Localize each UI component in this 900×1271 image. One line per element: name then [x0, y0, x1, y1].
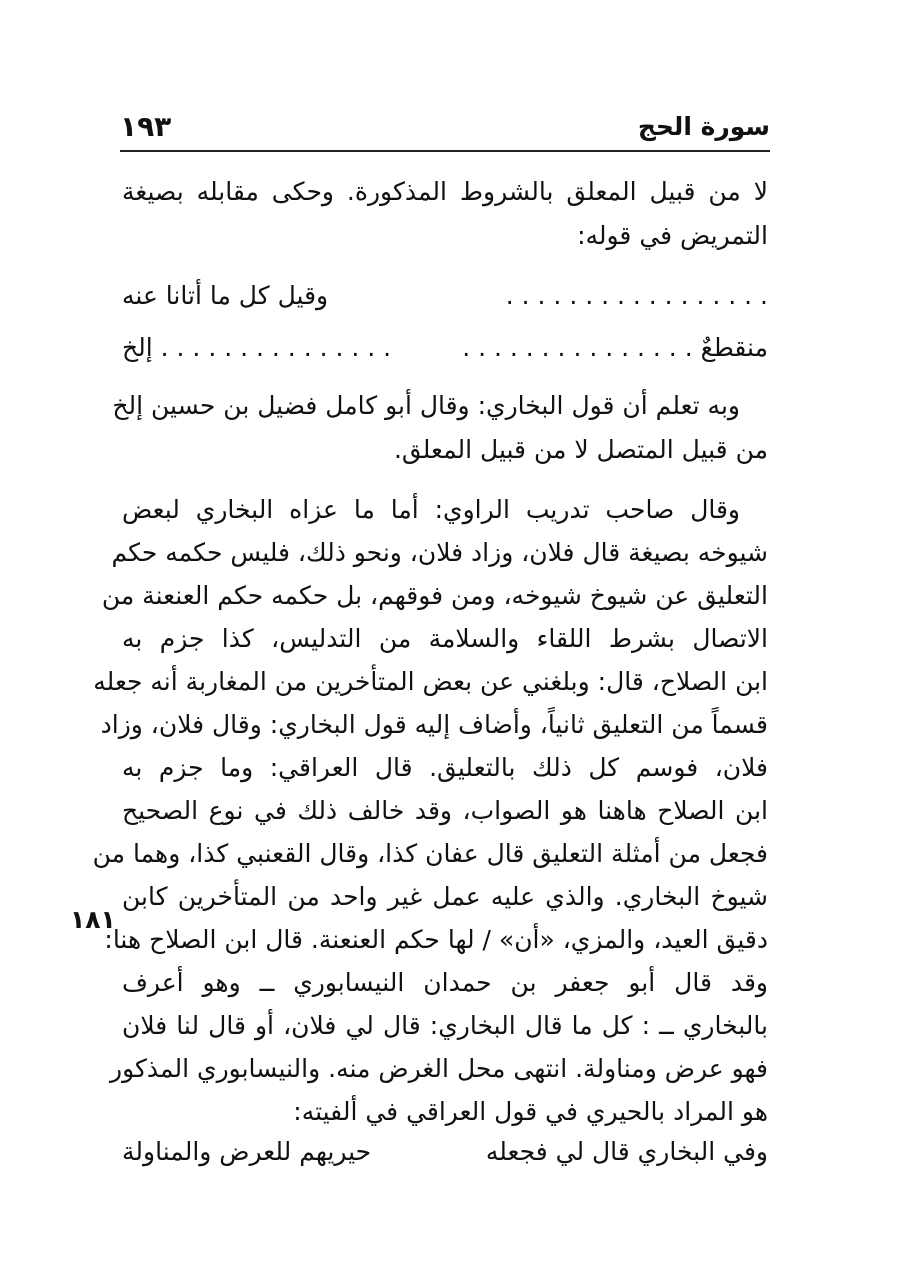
text-line: الاتصال بشرط اللقاء والسلامة من التدليس، كذا جزم به — [122, 624, 768, 653]
text-line: دقيق العيد، والمزي، «أن» / لها حكم العنعنة. قال ابن الصلاح هنا: — [104, 925, 768, 954]
text-line: فهو عرض ومناولة. انتهى محل الغرض منه. والنيسابوري المذكور — [110, 1054, 768, 1083]
text-line: فلان، فوسم كل ذلك بالتعليق. قال العراقي: وما جزم به — [122, 753, 768, 782]
verse-hemistich-left: وقيل كل ما أتانا عنه — [122, 281, 329, 310]
text-line: ابن الصلاح هاهنا هو الصواب، وقد خالف ذلك في نوع الصحيح — [122, 796, 768, 825]
text-line: شيوخه بصيغة قال فلان، وزاد فلان، ونحو ذلك، فليس حكمه حكم — [111, 538, 768, 567]
header-rule — [120, 150, 770, 152]
text-line: قسماً من التعليق ثانياً، وأضاف إليه قول البخاري: وقال فلان، وزاد — [100, 710, 768, 739]
closing-verse-block — [122, 1130, 768, 1180]
page-header — [120, 112, 770, 148]
text-line: التعليق عن شيوخ شيوخه، ومن فوقهم، بل حكمه حكم العنعنة من — [101, 581, 768, 610]
text-line: التمريض في قوله: — [577, 221, 768, 250]
verse-line — [122, 274, 768, 318]
verse-hemistich-left: . . . . . . . . . . . . . . . إلخ — [122, 333, 392, 362]
text-line: هو المراد بالحيري في قول العراقي في ألفيته: — [293, 1097, 768, 1126]
verse-line — [122, 1130, 768, 1174]
text-line: من قبيل المتصل لا من قبيل المعلق. — [393, 435, 768, 464]
text-line: لا من قبيل المعلق بالشروط المذكورة. وحكى مقابله بصيغة — [122, 177, 768, 206]
verse-hemistich-right: . . . . . . . . . . . . . . . . . — [505, 281, 768, 310]
text-line: وبه تعلم أن قول البخاري: وقال أبو كامل فضيل بن حسين إلخ — [112, 391, 740, 420]
verse-line — [122, 326, 768, 370]
page-number: ١٩٣ — [120, 110, 172, 143]
chapter-title: سورة الحج — [637, 112, 770, 141]
text-line: وقد قال أبو جعفر بن حمدان النيسابوري ــ وهو أعرف — [122, 968, 768, 997]
text-line: شيوخ البخاري. والذي عليه عمل غير واحد من المتأخرين كابن — [122, 882, 768, 911]
text-line: ابن الصلاح، قال: وبلغني عن بعض المتأخرين من المغاربة أنه جعله — [93, 667, 768, 696]
text-line: وقال صاحب تدريب الراوي: أما ما عزاه البخاري لبعض — [122, 495, 740, 524]
text-line: بالبخاري ــ : كل ما قال البخاري: قال لي فلان، أو قال لنا فلان — [122, 1011, 768, 1040]
margin-page-number: ١٨١ — [70, 905, 116, 934]
verse-hemistich-right: وفي البخاري قال لي فجعله — [485, 1137, 768, 1166]
verse-hemistich-left: حيريهم للعرض والمناولة — [122, 1137, 372, 1166]
text-line: فجعل من أمثلة التعليق قال عفان كذا، وقال القعنبي كذا، وهما من — [92, 839, 768, 868]
verse-hemistich-right: منقطعٌ . . . . . . . . . . . . . . . — [462, 333, 768, 362]
